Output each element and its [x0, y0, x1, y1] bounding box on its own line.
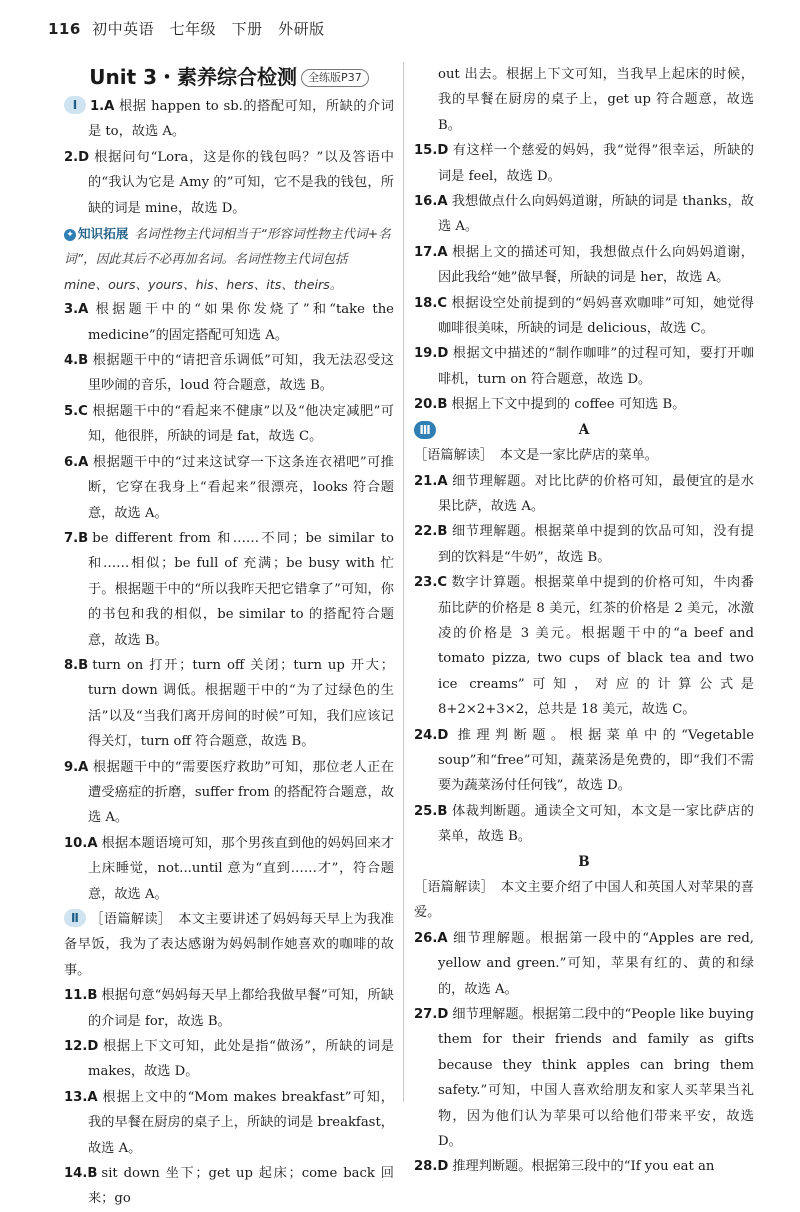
answer-item-18: [414, 291, 754, 342]
answer-item-6: [64, 450, 394, 526]
answer-explanation: 推理判断题。根据菜单中的“Vegetable soup”和“free”可知，蔬菜汤是免费的，即“我们不需要为蔬菜汤付任何钱”，故选 D。: [438, 727, 754, 794]
answer-number: 26.A: [414, 930, 448, 946]
answer-number: 28.D: [414, 1159, 449, 1175]
section-badge-3: Ⅲ: [414, 421, 436, 439]
answer-number: 15.D: [414, 143, 449, 159]
answer-explanation: 根据文中描述的“制作咖啡”的过程可知，要打开咖啡机，turn on 符合题意，故选 D。: [438, 346, 754, 387]
answer-item-26: [414, 926, 754, 1002]
edition-tag: 全练版P37: [301, 69, 369, 87]
page-title: [64, 62, 394, 92]
answer-explanation: 根据题干中的“需要医疗救助”可知，那位老人正在遭受癌症的折磨，suffer from 的搭配符合题意，故选 A。: [88, 759, 394, 826]
answer-explanation: 根据上文的描述可知，我想做点什么向妈妈道谢，因此我给“她”做早餐，所缺的词是 her，故选 A。: [438, 244, 754, 286]
passage-summary-a: ［语篇解读］ 本文是一家比萨店的菜单。: [414, 448, 658, 464]
answer-explanation: 根据题干中的“过来这试穿一下这条连衣裙吧”可推断，它穿在我身上“看起来”很漂亮，looks 符合题意，故选 A。: [88, 454, 394, 521]
answer-explanation: 细节理解题。根据菜单中提到的饮品可知，没有提到的饮料是“牛奶”，故选 B。: [438, 524, 754, 565]
answer-item-2: [64, 145, 394, 221]
answer-number: 22.B: [414, 524, 448, 540]
answer-item-15: [414, 138, 754, 189]
column-divider: [403, 62, 404, 1102]
answer-item-11: [64, 983, 394, 1034]
book-info: 初中英语 七年级 下册 外研版: [92, 20, 325, 38]
passage-summary-2: [64, 907, 394, 983]
answer-number: 6.A: [64, 454, 89, 470]
answer-explanation: 根据本题语境可知，那个男孩直到他的妈妈回来才上床睡觉，not...until 意为“直到……才”，符合题意，故选 A。: [88, 835, 394, 902]
answer-item-10: [64, 831, 394, 907]
lightbulb-icon: ✦: [64, 229, 76, 241]
answer-item-14: [64, 1161, 394, 1212]
answer-number: 3.A: [64, 302, 89, 318]
answer-number: 24.D: [414, 727, 449, 743]
answer-number: 10.A: [64, 835, 98, 851]
answer-explanation: 根据题干中的“请把音乐调低”可知，我无法忍受这里吵闹的音乐，loud 符合题意，故选 B。: [88, 353, 394, 394]
answer-number: 2.D: [64, 149, 90, 165]
answer-explanation: 细节理解题。对比比萨的价格可知，最便宜的是水果比萨，故选 A。: [438, 473, 754, 514]
answer-number: 17.A: [414, 244, 448, 260]
answer-explanation: 细节理解题。根据第一段中的“Apples are red, yellow and green.”可知，苹果有红的、黄的和绿的，故选 A。: [438, 930, 754, 997]
answer-item-8: [64, 653, 394, 755]
answer-explanation: 根据题干中的“看起来不健康”以及“他决定减肥”可知，他很胖，所缺的词是 fat，故选 C。: [88, 403, 394, 445]
answer-item-12: [64, 1034, 394, 1085]
answer-item-9: [64, 755, 394, 831]
answer-explanation: 细节理解题。根据第二段中的“People like buying them for their friends and family as gifts because they think apples can bring them safety.”可知，中国人喜欢给朋友和家人买苹果当礼物，因为他们认为苹果可以给他们带来平安，故选 D。: [438, 1007, 754, 1150]
answer-item-28: [414, 1154, 754, 1179]
answer-explanation: 根据上下文可知，此处是指“做汤”，所缺的词是 makes，故选 D。: [88, 1039, 394, 1080]
answer-explanation: 推理判断题。根据第三段中的“If you eat an: [452, 1159, 715, 1175]
answer-explanation: 有这样一个慈爱的妈妈，我“觉得”很幸运，所缺的词是 feel，故选 D。: [438, 143, 754, 184]
page-header: [48, 18, 325, 39]
answer-item-16: [414, 189, 754, 240]
answer-number: 18.C: [414, 295, 448, 311]
right-column: [414, 62, 754, 1180]
answer-item-5: [64, 399, 394, 450]
answer-item-3: [64, 297, 394, 348]
answer-number: 7.B: [64, 530, 89, 546]
answer-item-19: [414, 341, 754, 392]
answer-number: 27.D: [414, 1007, 449, 1023]
answer-item-4: [64, 348, 394, 399]
answer-item-24: [414, 723, 754, 799]
part-b-letter: B: [578, 853, 590, 870]
answer-number: 21.A: [414, 473, 448, 489]
section-badge-2: Ⅱ: [64, 909, 86, 927]
answer-explanation: 根据问句“Lora，这是你的钱包吗？”以及答语中的“我认为它是 Amy 的”可知，它不是我的钱包，所缺的词是 mine，故选 D。: [88, 149, 394, 216]
answer-number: 4.B: [64, 353, 89, 369]
answer-number: 25.B: [414, 803, 448, 819]
tip-text: 名词性物主代词相当于“形容词性物主代词+名词”，因此其后不必再加名词。名词性物主代词包括 mine、ours、yours、his、hers、its、theirs。: [64, 226, 391, 292]
part-a-letter: A: [578, 421, 590, 438]
passage-summary-b: ［语篇解读］ 本文主要介绍了中国人和英国人对苹果的喜爱。: [414, 880, 754, 921]
answer-item-13: [64, 1085, 394, 1161]
answer-number: 1.A: [90, 99, 115, 114]
answer-number: 8.B: [64, 657, 89, 673]
answer-number: 5.C: [64, 403, 88, 419]
answer-item-23: [414, 570, 754, 722]
part-b-heading: [414, 850, 754, 875]
answer-number: 11.B: [64, 988, 98, 1004]
answer-explanation: 根据设空处前提到的“妈妈喜欢咖啡”可知，她觉得咖啡很美味，所缺的词是 delicious，故选 C。: [438, 295, 754, 337]
answer-explanation: 根据上下文中提到的 coffee 可知选 B。: [451, 397, 686, 413]
answer-item-20: [414, 392, 754, 417]
answer-number: 14.B: [64, 1166, 98, 1182]
answer-number: 20.B: [414, 397, 448, 413]
left-column: [64, 62, 394, 1212]
section-badge-1: Ⅰ: [64, 96, 86, 114]
answer-explanation: 数字计算题。根据菜单中提到的价格可知，牛肉番茄比萨的价格是 8 美元，红茶的价格是 2 美元，冰激凌的价格是 3 美元。根据题干中的“a beef and tomato pizza, two cups of black tea and two ice creams”可知，对应的计算公式是 8+2×2+3×2，总共是 18 美元，故选 C。: [438, 575, 754, 718]
answer-explanation: be different from 和……不同；be similar to 和……相似；be full of 充满；be busy with 忙于。根据题干中的“所以我昨天把它错拿了”可知，你的书包和我的相似，be similar to 的搭配符合题意，故选 B。: [88, 530, 394, 648]
answer-explanation: 根据题干中的“如果你发烧了”和“take the medicine”的固定搭配可知选 A。: [88, 302, 394, 343]
answer-explanation: 根据 happen to sb.的搭配可知，所缺的介词是 to，故选 A。: [88, 99, 394, 140]
page-number: 116: [48, 20, 81, 38]
answer-item-25: [414, 799, 754, 850]
answer-number: 12.D: [64, 1039, 99, 1055]
answer-number: 23.C: [414, 575, 448, 591]
answer-explanation: 根据上文中的“Mom makes breakfast”可知，我的早餐在厨房的桌子上，所缺的词是 breakfast，故选 A。: [88, 1089, 394, 1156]
answer-number: 13.A: [64, 1089, 98, 1105]
knowledge-tip: [64, 221, 394, 297]
answer-item-27: [414, 1002, 754, 1154]
tip-label: 知识拓展: [78, 226, 129, 242]
answer-number: 19.D: [414, 346, 449, 362]
answer-explanation: turn on 打开；turn off 关闭；turn up 开大；turn down 调低。根据题干中的“为了过绿色的生活”以及“当我们离开房间的时候”可知，我们应该记得关灯，turn off 符合题意，故选 B。: [88, 657, 394, 750]
answer-item-21: [414, 469, 754, 520]
answer-number: 9.A: [64, 759, 89, 775]
answer-explanation: sit down 坐下；get up 起床；come back 回来；go: [88, 1166, 394, 1207]
answer-continuation: out 出去。根据上下文可知，当我早上起床的时候，我的早餐在厨房的桌子上，get up 符合题意，故选 B。: [438, 67, 754, 133]
answer-explanation: 体裁判断题。通读全文可知，本文是一家比萨店的菜单，故选 B。: [438, 803, 754, 845]
answer-item-22: [414, 519, 754, 570]
unit-title: Unit 3・素养综合检测: [89, 65, 298, 89]
part-a-heading: [414, 418, 754, 443]
answer-explanation: 根据句意“妈妈每天早上都给我做早餐”可知，所缺的介词是 for，故选 B。: [88, 988, 394, 1029]
answer-item-7: [64, 526, 394, 653]
answer-item-1: [64, 94, 394, 145]
answer-number: 16.A: [414, 194, 448, 210]
answer-explanation: 我想做点什么向妈妈道谢，所缺的词是 thanks，故选 A。: [438, 194, 754, 235]
passage-summary-text: ［语篇解读］ 本文主要讲述了妈妈每天早上为我准备早饭，我为了表达感谢为妈妈制作她喜欢的咖啡的故事。: [64, 912, 394, 978]
answer-item-17: [414, 240, 754, 291]
